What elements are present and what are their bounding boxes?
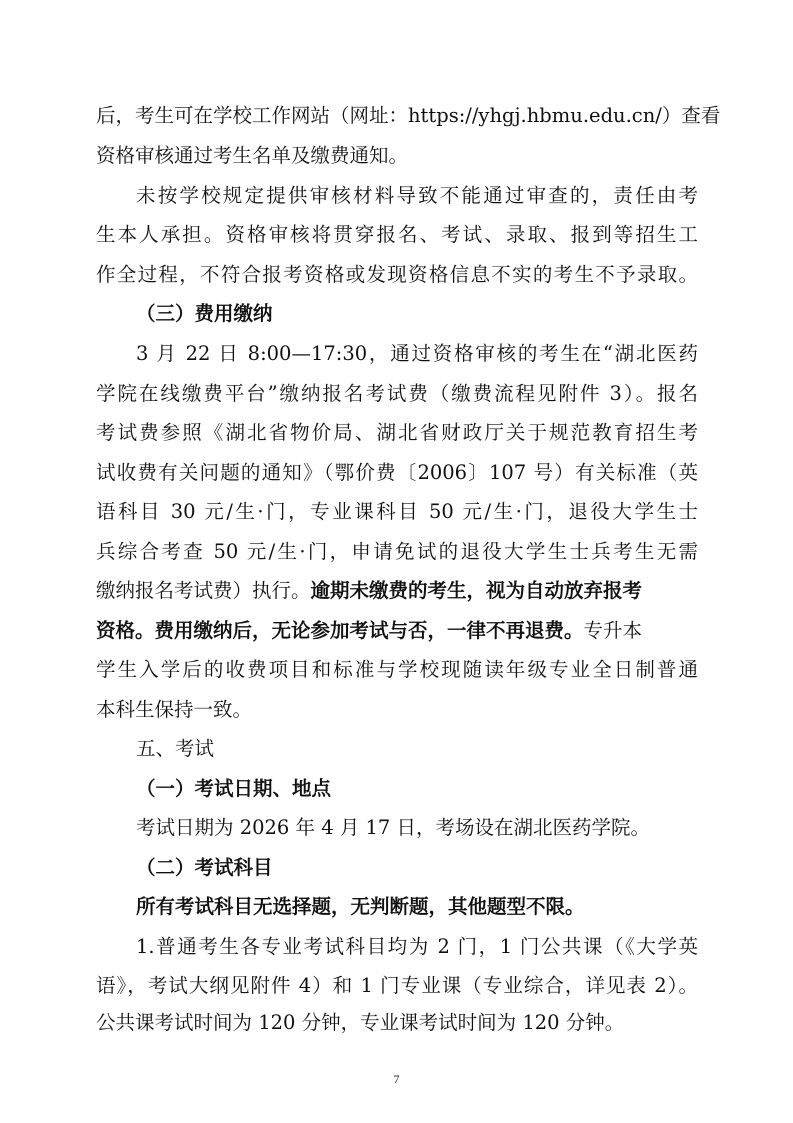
paragraph-line: 试收费有关问题的通知》（鄂价费〔2006〕107 号）有关标准（英 [96, 461, 698, 484]
paragraph-line-mixed [96, 618, 698, 644]
paragraph-line: 学院在线缴费平台”缴纳报名考试费（缴费流程见附件 3）。报名 [96, 382, 698, 405]
paragraph-line: 1.普通考生各专业考试科目均为 2 门，1 门公共课（《大学英 [136, 935, 698, 958]
paragraph-line: 资格审核通过考生名单及缴费通知。 [96, 144, 409, 167]
emphasis-text: 逾期未缴费的考生，视为自动放弃报考 [310, 579, 643, 602]
paragraph-line: 兵综合考查 50 元/生·门，申请免试的退役大学生士兵考生无需 [96, 540, 698, 563]
paragraph-line: 学生入学后的收费项目和标准与学校现随读年级专业全日制普通 [96, 658, 698, 681]
paragraph-line: 考试日期为 2026 年 4 月 17 日，考场设在湖北医药学院。 [136, 816, 651, 839]
paragraph-line: 本科生保持一致。 [96, 698, 253, 721]
paragraph-line: 语》，考试大纲见附件 4）和 1 门专业课（专业综合，详见表 2）。 [96, 974, 698, 997]
section-heading-exam: 五、考试 [136, 737, 215, 760]
page-number: 7 [393, 1072, 400, 1086]
paragraph-line: 考试费参照《湖北省物价局、湖北省财政厅关于规范教育招生考 [96, 421, 698, 444]
bold-statement: 所有考试科目无选择题，无判断题，其他题型不限。 [136, 895, 585, 918]
paragraph-line: 生本人承担。资格审核将贯穿报名、考试、录取、报到等招生工 [96, 223, 698, 246]
paragraph-line-mixed [96, 578, 698, 604]
subsection-heading-date-location: （一）考试日期、地点 [136, 777, 332, 800]
paragraph-text: 缴纳报名考试费）执行。 [96, 579, 311, 602]
paragraph-line: 公共课考试时间为 120 分钟，专业课考试时间为 120 分钟。 [96, 1011, 625, 1034]
subsection-heading-subjects: （二）考试科目 [136, 856, 273, 879]
paragraph-line: 后，考生可在学校工作网站（网址：https://yhgj.hbmu.edu.cn/）查看 [96, 104, 721, 127]
paragraph-text: 专升本 [583, 619, 643, 642]
section-heading-fee-payment: （三）费用缴纳 [136, 302, 273, 325]
paragraph-line: 3 月 22 日 8:00—17:30，通过资格审核的考生在“湖北医药 [136, 342, 698, 365]
emphasis-text: 资格。费用缴纳后，无论参加考试与否，一律不再退费。 [96, 619, 584, 642]
paragraph-line: 作全过程，不符合报考资格或发现资格信息不实的考生不予录取。 [96, 263, 698, 286]
paragraph-line: 未按学校规定提供审核材料导致不能通过审查的，责任由考 [136, 184, 698, 207]
paragraph-line: 语科目 30 元/生·门，专业课科目 50 元/生·门，退役大学生士 [96, 500, 698, 523]
